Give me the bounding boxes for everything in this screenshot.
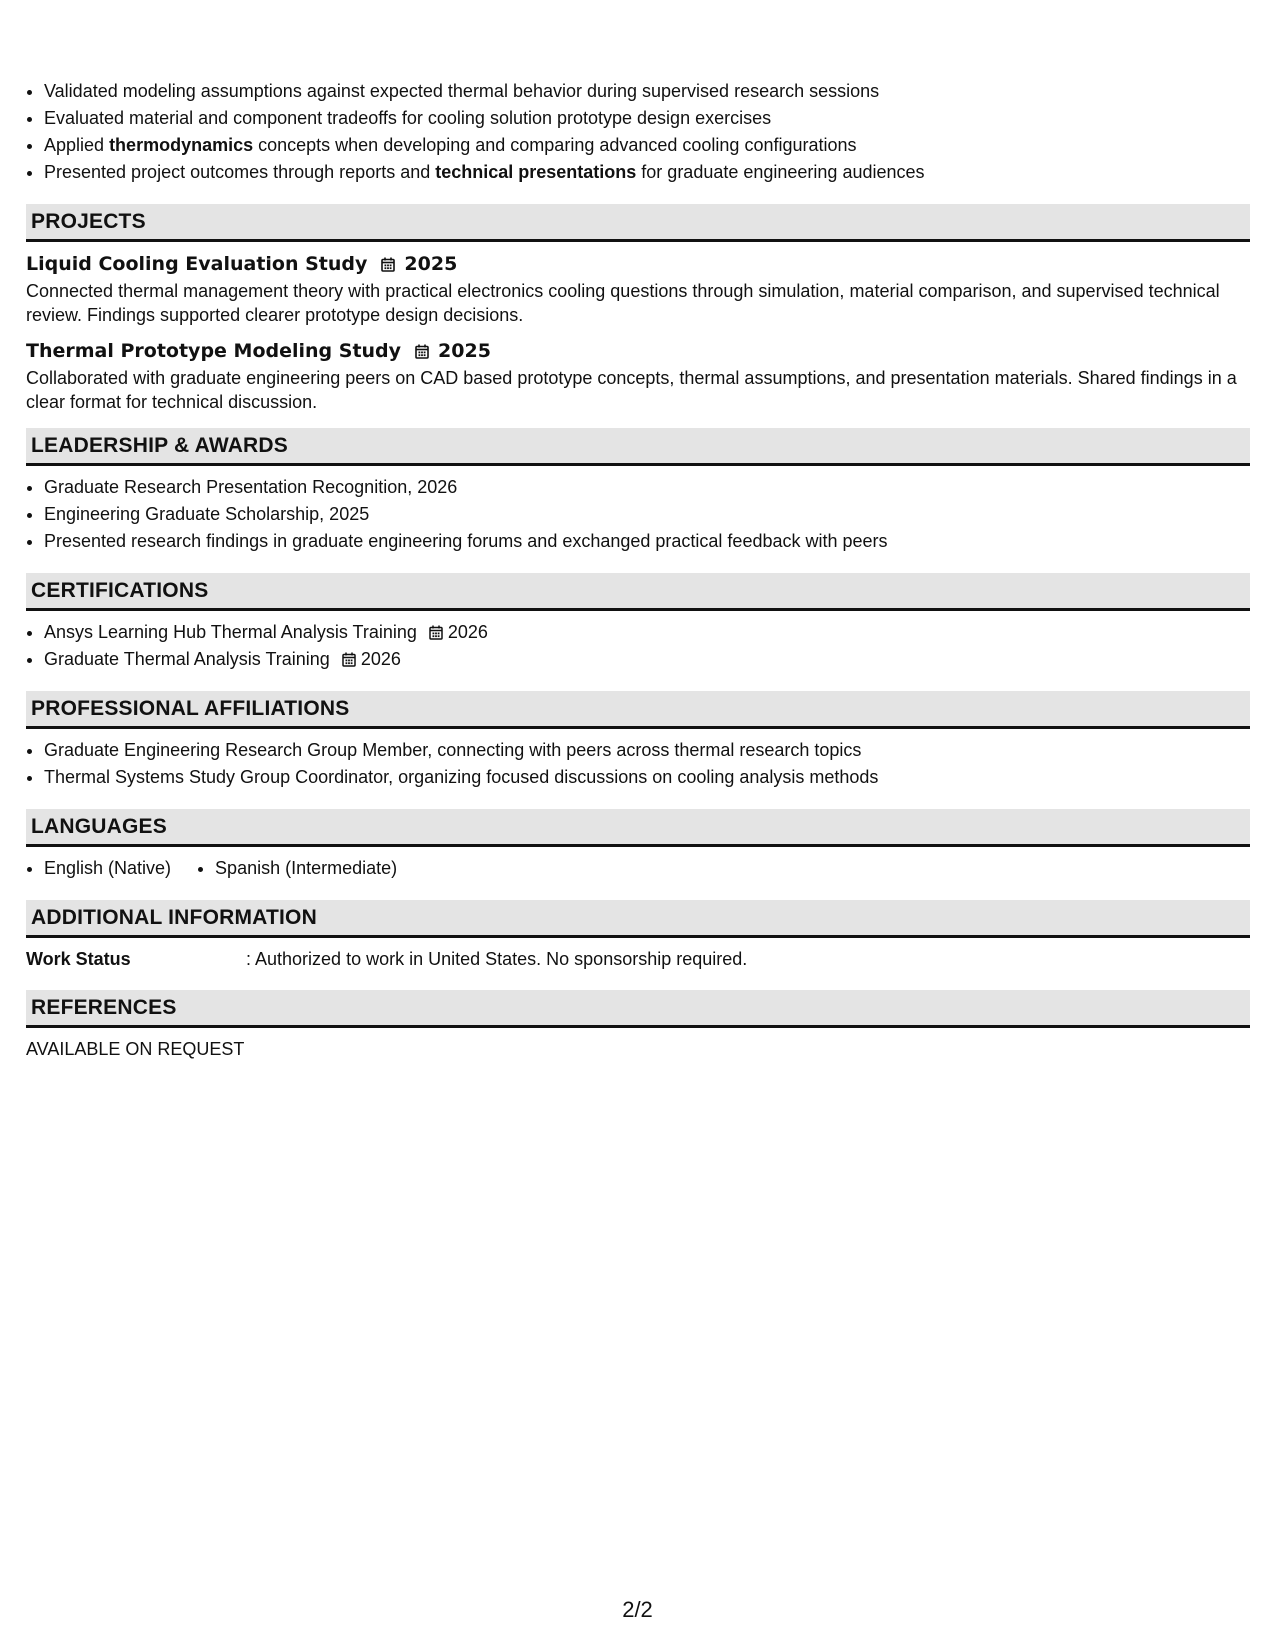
work-status-label: Work Status — [26, 949, 131, 969]
bullet-text: Presented project outcomes through reports and — [44, 162, 436, 182]
section-title: PROFESSIONAL AFFILIATIONS — [31, 696, 350, 720]
experience-bullet — [44, 105, 1250, 132]
experience-bullet — [44, 159, 1250, 186]
certifications-list — [26, 619, 1250, 673]
list-item: • Engineering Graduate Scholarship, 2025 — [44, 501, 1250, 528]
list-item — [44, 646, 1250, 673]
projects-section-header — [26, 204, 1250, 242]
references-section-header — [26, 990, 1250, 1028]
language-item: Spanish (Intermediate) — [215, 858, 398, 878]
bullet-keyword: thermodynamics — [109, 135, 254, 155]
experience-bullet — [44, 78, 1250, 105]
project-year: 2025 — [438, 340, 491, 362]
project-entry — [26, 337, 1250, 414]
calendar-icon — [381, 257, 395, 272]
languages-section-header — [26, 809, 1250, 847]
bullet-text: Applied — [44, 135, 110, 155]
certification-name: Graduate Thermal Analysis Training — [44, 649, 330, 669]
language-item: English (Native) — [44, 858, 172, 878]
list-item — [44, 619, 1250, 646]
project-title: Liquid Cooling Evaluation Study — [26, 253, 368, 275]
calendar-icon — [429, 625, 443, 640]
leadership-section-header — [26, 428, 1250, 466]
experience-bullets — [26, 78, 1250, 186]
leadership-list — [26, 474, 1250, 555]
certification-year: 2026 — [447, 622, 488, 642]
list-item: • Presented research findings in graduate engineering forums and exchanged practical feedback with peers — [44, 528, 1250, 555]
project-description: Connected thermal management theory with practical electronics cooling questions through simulation, material comparison, and supervised technical review. Findings supported clearer prototype design decisions. — [26, 281, 1220, 325]
bullet-text: Validated modeling assumptions against expected thermal behavior during supervised research sessions — [44, 81, 880, 101]
list-item: • Graduate Research Presentation Recognition, 2026 — [44, 474, 1250, 501]
certifications-section-header — [26, 573, 1250, 611]
section-title: REFERENCES — [31, 995, 177, 1019]
bullet-text: for graduate engineering audiences — [636, 162, 925, 182]
list-item: • Graduate Engineering Research Group Member, connecting with peers across thermal research topics — [44, 737, 1250, 764]
calendar-icon — [342, 652, 356, 667]
affiliations-list — [26, 737, 1250, 791]
work-status-row — [26, 946, 1250, 972]
project-title-row — [26, 337, 1250, 365]
section-title: LANGUAGES — [31, 814, 167, 838]
certification-year: 2026 — [360, 649, 401, 669]
certification-name: Ansys Learning Hub Thermal Analysis Training — [44, 622, 417, 642]
section-title: ADDITIONAL INFORMATION — [31, 905, 317, 929]
section-title: CERTIFICATIONS — [31, 578, 209, 602]
additional-info-section-header — [26, 900, 1250, 938]
section-title: LEADERSHIP & AWARDS — [31, 433, 288, 457]
bullet-keyword: technical presentations — [435, 162, 637, 182]
project-description: Collaborated with graduate engineering peers on CAD based prototype concepts, thermal assumptions, and presentation materials. Shared findings in a clear format for technical discussion. — [26, 368, 1237, 412]
list-item: • Thermal Systems Study Group Coordinator, organizing focused discussions on cooling analysis methods — [44, 764, 1250, 791]
references-text: AVAILABLE ON REQUEST — [26, 1039, 245, 1059]
bullet-text: concepts when developing and comparing advanced cooling configurations — [253, 135, 857, 155]
page-number: 2/2 — [622, 1597, 653, 1622]
affiliations-section-header — [26, 691, 1250, 729]
project-title-row — [26, 250, 1250, 278]
experience-bullet — [44, 132, 1250, 159]
calendar-icon — [415, 344, 429, 359]
project-entry — [26, 250, 1250, 327]
section-title: PROJECTS — [31, 209, 146, 233]
project-title: Thermal Prototype Modeling Study — [26, 340, 402, 362]
project-year: 2025 — [404, 253, 458, 275]
languages-list — [26, 855, 1250, 882]
resume-page — [26, 78, 1250, 1062]
bullet-text: Evaluated material and component tradeoffs for cooling solution prototype design exercises — [44, 108, 772, 128]
work-status-value: : Authorized to work in United States. No sponsorship required. — [246, 949, 748, 969]
